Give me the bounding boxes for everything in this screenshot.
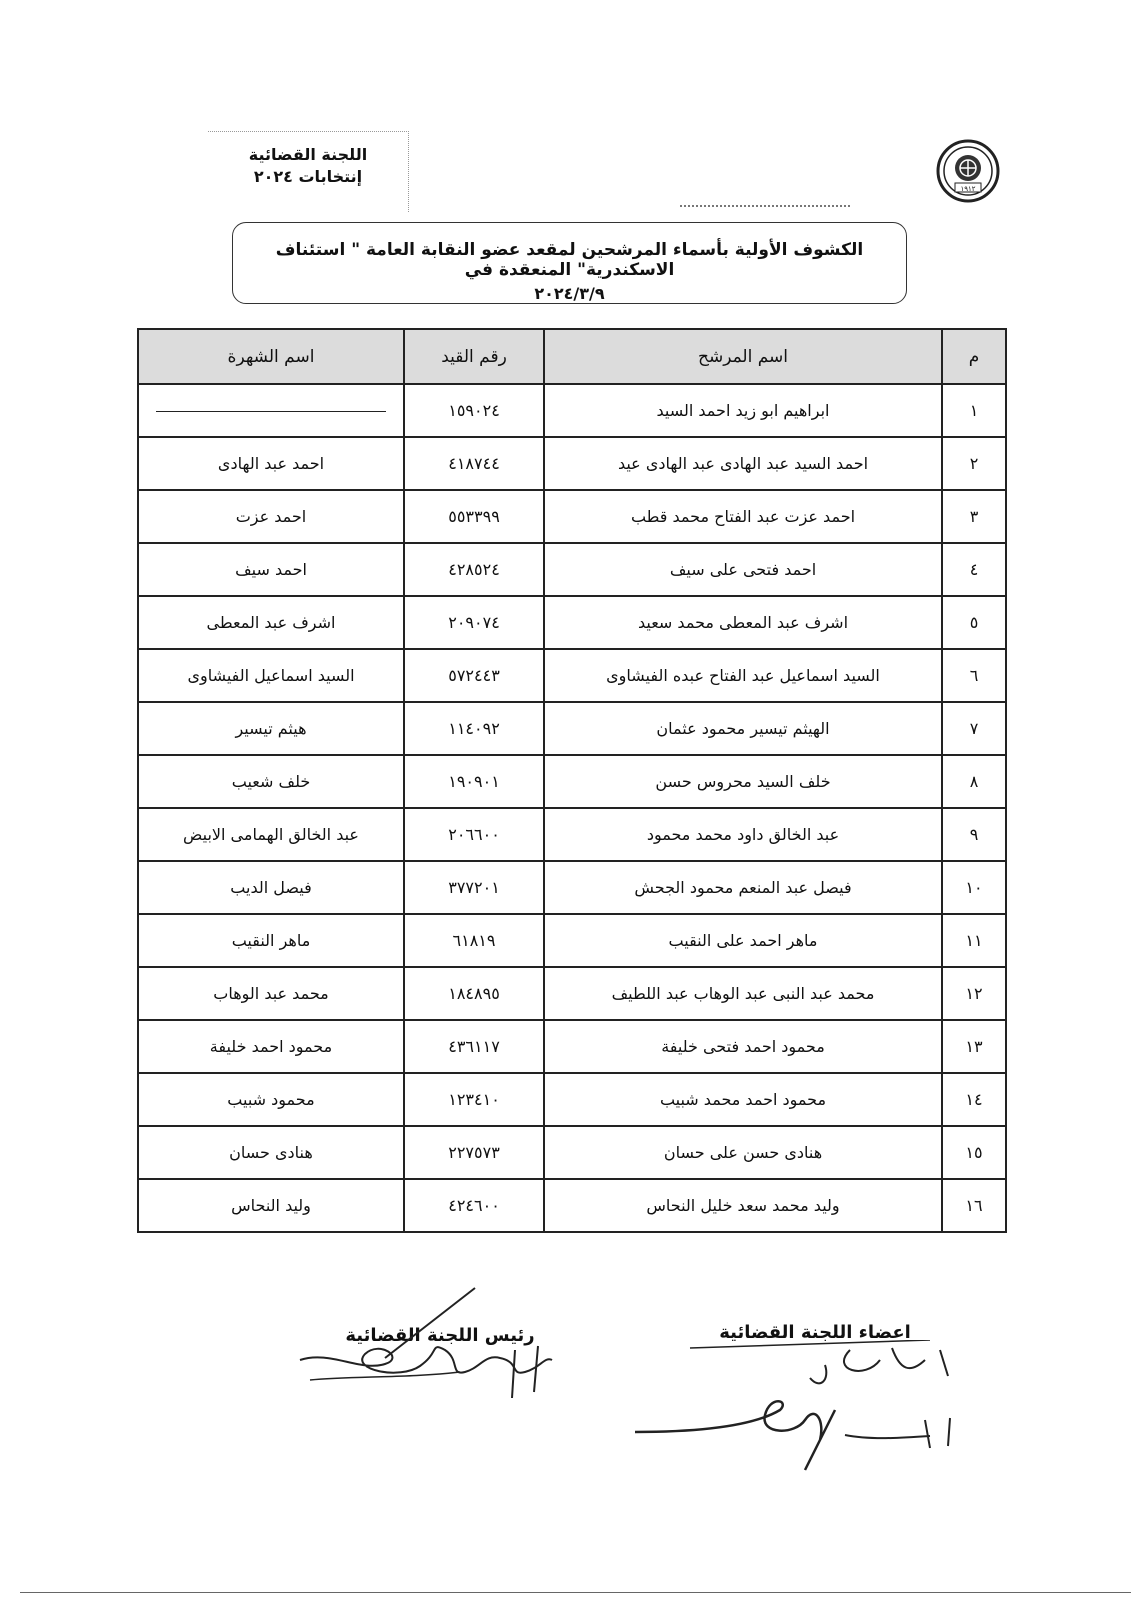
registration-number: ٦١٨١٩ — [404, 914, 544, 967]
syndicate-emblem-icon — [933, 138, 1003, 208]
table-row — [138, 490, 1006, 543]
table-row — [138, 861, 1006, 914]
row-number: ١ — [942, 384, 1006, 437]
row-number: ٣ — [942, 490, 1006, 543]
known-name: هيثم تيسير — [138, 702, 404, 755]
registration-number: ٤٢٤٦٠٠ — [404, 1179, 544, 1232]
row-number: ١٠ — [942, 861, 1006, 914]
candidates-table-wrapper — [137, 328, 1005, 1233]
candidate-name: محمود احمد فتحى خليفة — [544, 1020, 942, 1073]
table-row — [138, 967, 1006, 1020]
known-name: محمود احمد خليفة — [138, 1020, 404, 1073]
chairman-label: رئيس اللجنة القضائية — [345, 1325, 535, 1346]
candidate-name: الهيثم تيسير محمود عثمان — [544, 702, 942, 755]
row-number: ١٤ — [942, 1073, 1006, 1126]
known-name: محمد عبد الوهاب — [138, 967, 404, 1020]
row-number: ٦ — [942, 649, 1006, 702]
table-body — [138, 384, 1006, 1232]
table-row — [138, 702, 1006, 755]
table-row — [138, 1179, 1006, 1232]
table-row — [138, 808, 1006, 861]
committee-name: اللجنة القضائية — [248, 145, 368, 164]
candidate-name: السيد اسماعيل عبد الفتاح عبده الفيشاوى — [544, 649, 942, 702]
registration-number: ٥٧٢٤٤٣ — [404, 649, 544, 702]
registration-number: ٢٠٩٠٧٤ — [404, 596, 544, 649]
known-name: فيصل الديب — [138, 861, 404, 914]
registration-number: ١٨٤٨٩٥ — [404, 967, 544, 1020]
table-row — [138, 596, 1006, 649]
table-row — [138, 755, 1006, 808]
known-name: اشرف عبد المعطى — [138, 596, 404, 649]
row-number: ١٣ — [942, 1020, 1006, 1073]
emblem-year: ١٩١٢ — [960, 185, 976, 193]
known-name: عبد الخالق الهمامى الابيض — [138, 808, 404, 861]
table-row — [138, 384, 1006, 437]
candidate-name: احمد فتحى على سيف — [544, 543, 942, 596]
registration-number: ١١٤٠٩٢ — [404, 702, 544, 755]
header-candidate-name: اسم المرشح — [544, 329, 942, 384]
chairman-signature — [290, 1280, 560, 1410]
members-signatures — [630, 1340, 970, 1480]
elections-label: إنتخابات ٢٠٢٤ — [253, 167, 363, 186]
candidate-name: عبد الخالق داود محمد محمود — [544, 808, 942, 861]
table-row — [138, 543, 1006, 596]
header-known-name: اسم الشهرة — [138, 329, 404, 384]
empty-value-line — [156, 411, 386, 412]
candidate-name: هنادى حسن على حسان — [544, 1126, 942, 1179]
table-row — [138, 914, 1006, 967]
header-registration-number: رقم القيد — [404, 329, 544, 384]
row-number: ٥ — [942, 596, 1006, 649]
registration-number: ٢٢٧٥٧٣ — [404, 1126, 544, 1179]
table-row — [138, 1126, 1006, 1179]
table-row — [138, 649, 1006, 702]
committee-header — [208, 131, 409, 212]
registration-number: ٣٧٧٢٠١ — [404, 861, 544, 914]
title-date: ٢٠٢٤/٣/٩ — [534, 284, 605, 303]
registration-number: ٥٥٣٣٩٩ — [404, 490, 544, 543]
row-number: ٢ — [942, 437, 1006, 490]
registration-number: ١٢٣٤١٠ — [404, 1073, 544, 1126]
candidate-name: اشرف عبد المعطى محمد سعيد — [544, 596, 942, 649]
registration-number: ١٥٩٠٢٤ — [404, 384, 544, 437]
registration-number: ٤٢٨٥٢٤ — [404, 543, 544, 596]
row-number: ٨ — [942, 755, 1006, 808]
candidate-name: محمد عبد النبى عبد الوهاب عبد اللطيف — [544, 967, 942, 1020]
known-name — [138, 384, 404, 437]
registration-number: ٤١٨٧٤٤ — [404, 437, 544, 490]
registration-number: ٢٠٦٦٠٠ — [404, 808, 544, 861]
registration-number: ٤٣٦١١٧ — [404, 1020, 544, 1073]
row-number: ١٦ — [942, 1179, 1006, 1232]
page-bottom-rule — [20, 1592, 1131, 1593]
known-name: هنادى حسان — [138, 1126, 404, 1179]
candidate-name: خلف السيد محروس حسن — [544, 755, 942, 808]
known-name: خلف شعيب — [138, 755, 404, 808]
registration-number: ١٩٠٩٠١ — [404, 755, 544, 808]
header-number: م — [942, 329, 1006, 384]
row-number: ١٢ — [942, 967, 1006, 1020]
candidate-name: ابراهيم ابو زيد احمد السيد — [544, 384, 942, 437]
candidate-name: احمد عزت عبد الفتاح محمد قطب — [544, 490, 942, 543]
table-header-row — [138, 329, 1006, 384]
known-name: محمود شبيب — [138, 1073, 404, 1126]
members-label: اعضاء اللجنة القضائية — [719, 1322, 911, 1343]
candidate-name: وليد محمد سعد خليل النحاس — [544, 1179, 942, 1232]
known-name: وليد النحاس — [138, 1179, 404, 1232]
row-number: ٩ — [942, 808, 1006, 861]
row-number: ١٥ — [942, 1126, 1006, 1179]
candidate-name: فيصل عبد المنعم محمود الجحش — [544, 861, 942, 914]
row-number: ٤ — [942, 543, 1006, 596]
table-row — [138, 437, 1006, 490]
header-divider — [680, 205, 850, 207]
table-row — [138, 1020, 1006, 1073]
table-row — [138, 1073, 1006, 1126]
known-name: السيد اسماعيل الفيشاوى — [138, 649, 404, 702]
candidate-name: احمد السيد عبد الهادى عبد الهادى عيد — [544, 437, 942, 490]
candidates-table — [137, 328, 1007, 1233]
known-name: احمد عزت — [138, 490, 404, 543]
candidate-name: محمود احمد محمد شبيب — [544, 1073, 942, 1126]
known-name: احمد سيف — [138, 543, 404, 596]
row-number: ١١ — [942, 914, 1006, 967]
candidate-name: ماهر احمد على النقيب — [544, 914, 942, 967]
known-name: ماهر النقيب — [138, 914, 404, 967]
row-number: ٧ — [942, 702, 1006, 755]
title-box — [232, 222, 907, 304]
title-line-1: الكشوف الأولية بأسماء المرشحين لمقعد عضو النقابة العامة " استئناف الاسكندرية" المنعقدة في — [275, 240, 864, 280]
known-name: احمد عبد الهادى — [138, 437, 404, 490]
